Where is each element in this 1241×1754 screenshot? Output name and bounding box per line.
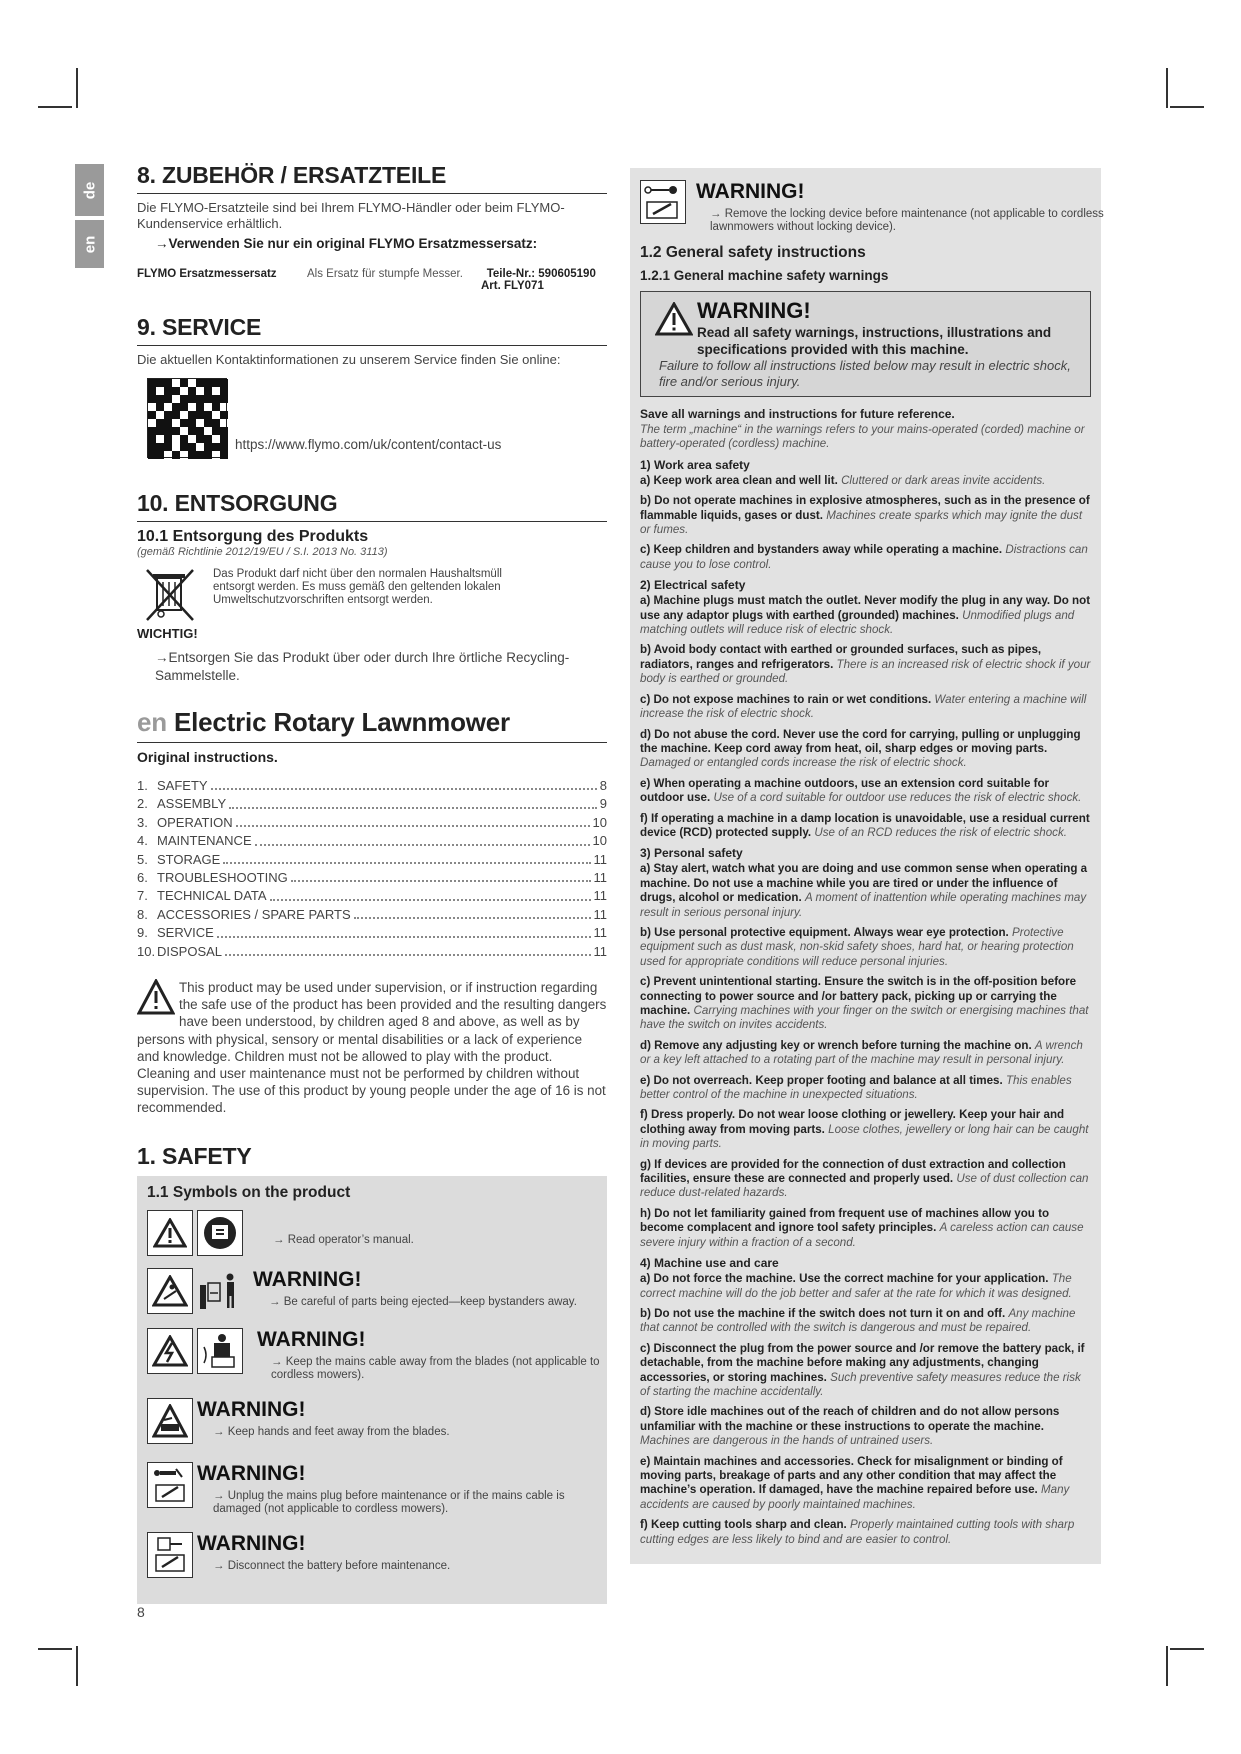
safety-rule-italic: Machines create sparks which may ignite the dust or fumes.	[640, 508, 1083, 537]
toc-title: SERVICE	[157, 925, 214, 941]
safety-rule-italic: There is an increased risk of electric shock if your body is earthed or grounded.	[640, 657, 1091, 686]
toc-number: 10.	[137, 943, 156, 959]
safety-rule-italic: Unmodified plugs and matching outlets will reduce risk of electric shock.	[640, 608, 1075, 637]
crossed-bin-icon	[145, 568, 195, 622]
toc-number: 6.	[137, 870, 148, 886]
toc-leader	[354, 906, 591, 919]
warning-title: WARNING!	[197, 1461, 306, 1485]
safety-rule-italic: Any machine that cannot be controlled with the switch is dangerous and must be repaired.	[640, 1306, 1076, 1335]
keep-bystanders-away-icon	[197, 1268, 243, 1314]
safety-rule	[640, 643, 1091, 686]
warning-title: WARNING!	[197, 1531, 306, 1555]
children-warning	[137, 979, 607, 1117]
save-instructions: Save all warnings and instructions for future reference.	[640, 407, 955, 421]
safety-rule-bold: b) Do not operate machines in explosive atmospheres, such as in the presence of flammable liquids, gases or dust.	[640, 494, 1090, 522]
safety-rule-bold: f) If operating a machine in a damp location is unavoidable, use a residual current device (RCD) protected supply.	[640, 811, 1090, 839]
safety-rule	[640, 1158, 1091, 1201]
warning-blades-icon	[147, 1398, 193, 1444]
safety-rule	[640, 1455, 1091, 1513]
warning-title: WARNING!	[697, 298, 811, 323]
warning-triangle-icon	[137, 979, 175, 1015]
warning-triangle-icon	[147, 1210, 193, 1256]
toc-row[interactable]	[137, 869, 607, 887]
important-label: WICHTIG!	[137, 626, 198, 641]
safety-rule-italic: Water entering a machine will increase the risk of electric shock.	[640, 692, 1087, 721]
toc-number: 3.	[137, 814, 148, 830]
toc-row[interactable]	[137, 943, 607, 961]
safety-rule-italic: Damaged or entangled cords increase the risk of electric shock.	[640, 756, 967, 770]
service-url[interactable]: https://www.flymo.com/uk/content/contact-us	[235, 437, 502, 452]
safety-sections	[640, 458, 1091, 1547]
mains-cable-away-icon	[197, 1328, 243, 1374]
right-column	[630, 168, 1104, 1564]
directive-note: (gemäß Richtlinie 2012/19/EU / S.I. 2013 No. 3113)	[137, 546, 388, 558]
toc-title: SAFETY	[157, 778, 208, 793]
table-of-contents	[137, 777, 607, 961]
part-desc: Als Ersatz für stumpfe Messer.	[307, 268, 463, 280]
safety-rule	[640, 1307, 1091, 1336]
safety-rule-italic: Many accidents are caused by poorly maintained machines.	[640, 1483, 1070, 1511]
safety-rule-bold: e) Maintain machines and accessories. Check for misalignment or binding of moving parts, breakage of parts and any other condition that may affect the machine’s operation. If damaged, have the machine repaired before use.	[640, 1454, 1063, 1497]
section-title: 9. SERVICE	[137, 314, 607, 346]
safety-rule-italic: Use of a cord suitable for outdoor use reduces the risk of electric shock.	[713, 791, 1082, 805]
toc-row[interactable]	[137, 887, 607, 905]
toc-title: OPERATION	[157, 814, 233, 830]
symbol-text: → Read operator’s manual.	[273, 1233, 414, 1246]
safety-rule	[640, 693, 1091, 722]
safety-rule	[640, 1518, 1091, 1547]
safety-rule	[640, 926, 1091, 969]
safety-rule-italic: Carrying machines with your finger on the switch or energising machines that have the switch on invites accidents.	[640, 1004, 1089, 1032]
safety-rule-bold: b) Do not use the machine if the switch does not turn it on and off.	[640, 1306, 1006, 1320]
safety-rule-italic: The correct machine will do the job better and safer at the rate for which it was designed.	[640, 1272, 1072, 1300]
lang-tab-en[interactable]: en	[75, 220, 104, 268]
toc-number: 4.	[137, 833, 148, 849]
safety-rule-bold: d) Do not abuse the cord. Never use the cord for carrying, pulling or unplugging the machine. Keep cord away from heat, oil, sharp edges or moving parts.	[640, 727, 1081, 755]
safety-rule-bold: e) Do not overreach. Keep proper footing and balance at all times.	[640, 1073, 1003, 1087]
toc-page: 9	[599, 796, 607, 812]
symbol-text: → Be careful of parts being ejected—keep bystanders away.	[269, 1295, 577, 1308]
crop-mark	[38, 106, 72, 108]
toc-leader	[229, 795, 597, 808]
toc-title: ACCESSORIES / SPARE PARTS	[157, 906, 351, 922]
toc-leader	[225, 943, 590, 956]
safety-section-heading: 2) Electrical safety	[640, 578, 746, 593]
safety-rule-italic: A careless action can cause severe injury within a fraction of a second.	[640, 1221, 1084, 1249]
s9-intro: Die aktuellen Kontaktinformationen zu unserem Service finden Sie online:	[137, 352, 561, 367]
unplug-maintenance-icon	[147, 1462, 193, 1508]
warning-electric-icon	[147, 1328, 193, 1374]
warning-ejected-parts-icon	[147, 1268, 193, 1314]
crop-mark	[76, 1646, 78, 1686]
part-name: FLYMO Ersatzmessersatz	[137, 268, 277, 280]
safety-rule-italic: Distractions can cause you to lose control.	[640, 543, 1088, 571]
safety-rule	[640, 812, 1091, 841]
safety-rule	[640, 975, 1091, 1033]
safety-rule	[640, 1074, 1091, 1103]
toc-page: 8	[599, 778, 607, 793]
crop-mark	[1170, 1648, 1204, 1650]
safety-rule	[640, 1108, 1091, 1151]
crop-mark	[38, 1648, 72, 1650]
warning-box-bold: Read all safety warnings, instructions, illustrations and specifications provided with this machine.	[697, 325, 1052, 357]
toc-number: 8.	[137, 906, 148, 922]
toc-leader	[211, 777, 597, 790]
safety-rule-bold: b) Avoid body contact with earthed or grounded surfaces, such as pipes, radiators, ranges and refrigerators.	[640, 643, 1042, 671]
warning-title: WARNING!	[257, 1327, 366, 1351]
safety-rule-italic: Protective equipment such as dust mask, non-skid safety shoes, hard hat, or hearing protection used for appropriate conditions will reduce personal injuries.	[640, 925, 1074, 968]
subsection-title: 10.1 Entsorgung des Produkts	[137, 528, 369, 545]
toc-page: 10	[592, 814, 607, 830]
safety-section-heading: 1) Work area safety	[640, 457, 750, 472]
safety-rule	[640, 1207, 1091, 1250]
safety-rule-bold: f) Keep cutting tools sharp and clean.	[640, 1518, 847, 1532]
toc-number: 9.	[137, 925, 148, 941]
safety-rule-bold: c) Keep children and bystanders away while operating a machine.	[640, 543, 1003, 557]
safety-rule	[640, 1405, 1091, 1448]
safety-rule	[640, 777, 1091, 806]
part-art: Art. FLY071	[481, 280, 544, 292]
safety-rule	[640, 728, 1091, 771]
safety-rule	[640, 474, 1091, 488]
symbol-text: → Keep the mains cable away from the blades (not applicable to cordless mowers).	[271, 1355, 600, 1381]
children-warning-text: This product may be used under supervision, or if instruction regarding the safe use of the product has been provided and the resulting dangers have been understood, by children aged 8 and above, as well as by persons with physical, sensory or mental disabilities or a lack of experience and knowledge. Children must not be allowed to play with the product. Cleaning and user maintenance must not be performed by children without supervision. The use of this product by young people under the age of 16 is not recommended.	[137, 980, 607, 1116]
symbol-text: → Keep hands and feet away from the blades.	[213, 1425, 450, 1438]
section-title: 8. ZUBEHÖR / ERSATZTEILE	[137, 162, 607, 194]
page-number: 8	[137, 1604, 145, 1620]
toc-number: 2.	[137, 796, 148, 812]
safety-rule-bold: a) Stay alert, watch what you are doing and use common sense when operating a machine. Do not use a machine while you are tired or under the influence of drugs, alcohol or medication.	[640, 862, 1088, 905]
safety-rule-bold: c) Do not expose machines to rain or wet conditions.	[640, 692, 932, 706]
toc-title: MAINTENANCE	[157, 833, 252, 849]
safety-rule-bold: f) Dress properly. Do not wear loose clothing or jewellery. Keep your hair and clothing away from moving parts.	[640, 1108, 1065, 1136]
toc-page: 11	[593, 851, 607, 867]
toc-title: ASSEMBLY	[157, 796, 227, 812]
toc-page: 11	[593, 925, 607, 941]
lang-tab-de[interactable]: de	[75, 164, 104, 216]
toc-row[interactable]	[137, 832, 607, 850]
safety-rule	[640, 594, 1091, 637]
toc-row[interactable]	[137, 851, 607, 869]
manual-title	[137, 707, 607, 743]
parts-row	[137, 268, 607, 292]
language-prefix: en	[137, 707, 167, 737]
safety-rule-bold: a) Machine plugs must match the outlet. Never modify the plug in any way. Do not use any adaptor plugs with earthed (grounded) machines.	[640, 594, 1091, 622]
safety-rule-bold: c) Prevent unintentional starting. Ensure the switch is in the off-position before connecting to power source and /or battery pack, picking up or carrying the machine.	[640, 975, 1077, 1017]
toc-number: 7.	[137, 888, 148, 904]
disconnect-battery-icon	[147, 1532, 193, 1578]
safety-rule-bold: c) Disconnect the plug from the power source and /or remove the battery pack, if detachable, from the machine before making any adjustments, changing accessories, or storing machines.	[640, 1341, 1085, 1384]
safety-rule-italic: Use of an RCD reduces the risk of electric shock.	[814, 825, 1067, 839]
warning-title: WARNING!	[696, 180, 805, 203]
machine-term: The term „machine“ in the warnings refers to your mains-operated (corded) machine or battery-operated (cordless) machine.	[640, 423, 1085, 451]
safety-rule	[640, 494, 1091, 537]
toc-title: STORAGE	[157, 851, 221, 867]
warning-triangle-icon	[655, 302, 693, 336]
disposal-text: Das Produkt darf nicht über den normalen Haushaltsmüll entsorgt werden. Es muss gemäß den geltenden lokalen Umweltschutzvorschriften entsorgt werden.	[213, 568, 502, 606]
safety-rule	[640, 543, 1091, 572]
toc-title: TROUBLESHOOTING	[157, 870, 288, 886]
toc-row[interactable]	[137, 814, 607, 832]
crop-mark	[76, 68, 78, 108]
toc-row[interactable]	[137, 924, 607, 942]
symbol-text: → Disconnect the battery before maintenance.	[213, 1559, 451, 1572]
safety-rule-italic: This enables better control of the machine in unexpected situations.	[640, 1073, 1072, 1102]
s8-intro: Die FLYMO-Ersatzteile sind bei Ihrem FLYMO-Händler oder beim FLYMO-Kundenservice erhältlich.	[137, 200, 565, 231]
safety-rule	[640, 1342, 1091, 1400]
toc-row[interactable]	[137, 795, 607, 813]
safety-rule-italic: Properly maintained cutting tools with sharp cutting edges are less likely to bind and are easier to control.	[640, 1518, 1075, 1546]
safety-rule-bold: g) If devices are provided for the connection of dust extraction and collection facilities, ensure these are connected and properly used.	[640, 1157, 1066, 1186]
general-warning-box	[640, 291, 1091, 397]
machine-safety-title: 1.2.1 General machine safety warnings	[640, 268, 889, 283]
crop-mark	[1166, 68, 1168, 108]
safety-rule-italic: Loose clothes, jewellery or long hair can be caught in moving parts.	[640, 1122, 1089, 1151]
toc-title: TECHNICAL DATA	[157, 888, 267, 904]
safety-rule-italic: Machines are dangerous in the hands of untrained users.	[640, 1434, 934, 1448]
safety-rule-bold: e) When operating a machine outdoors, use an extension cord suitable for outdoor use.	[640, 776, 1050, 805]
locking-device-icon	[640, 180, 686, 224]
safety-section-heading: 4) Machine use and care	[640, 1256, 779, 1271]
part-number: Teile-Nr.: 590605190	[486, 268, 596, 280]
read-manual-icon	[197, 1210, 243, 1256]
safety-rule-italic: Such preventive safety measures reduce the risk of starting the machine accidentally.	[640, 1370, 1081, 1398]
safety-rule-italic: A wrench or a key left attached to a rotating part of the machine may result in personal injury.	[640, 1038, 1083, 1067]
section-title: 1. SAFETY	[137, 1142, 252, 1169]
toc-page: 11	[593, 870, 607, 886]
s8-note: →Verwenden Sie nur ein original FLYMO Ersatzmessersatz:	[155, 236, 538, 251]
disposal-instruction: →Entsorgen Sie das Produkt über oder durch Ihre örtliche Recycling-Sammelstelle.	[155, 650, 570, 683]
original-instructions: Original instructions.	[137, 749, 278, 765]
crop-mark	[1170, 106, 1204, 108]
toc-leader	[236, 814, 590, 827]
crop-mark	[1166, 1646, 1168, 1686]
toc-page: 10	[592, 833, 607, 849]
section-title: 10. ENTSORGUNG	[137, 490, 607, 522]
toc-title: DISPOSAL	[157, 943, 223, 959]
toc-page: 11	[593, 888, 607, 904]
toc-row[interactable]	[137, 906, 607, 924]
safety-section-heading: 3) Personal safety	[640, 846, 743, 861]
warning-title: WARNING!	[197, 1397, 306, 1421]
safety-rule-italic: Use of dust collection can reduce dust-related hazards.	[640, 1172, 1089, 1200]
safety-rule-bold: b) Use personal protective equipment. Always wear eye protection.	[640, 925, 1009, 939]
toc-leader	[270, 887, 591, 900]
safety-rule	[640, 1272, 1091, 1301]
toc-leader	[223, 851, 590, 864]
toc-leader	[217, 924, 591, 937]
toc-page: 11	[593, 943, 607, 959]
symbols-title: 1.1 Symbols on the product	[147, 1183, 351, 1201]
safety-rule	[640, 1039, 1091, 1068]
safety-rule-bold: d) Remove any adjusting key or wrench before turning the machine on.	[640, 1038, 1032, 1052]
symbols-box	[137, 1176, 607, 1604]
toc-number: 5.	[137, 851, 148, 867]
warning-box-italic: Failure to follow all instructions listed below may result in electric shock, fire and/or serious injury.	[659, 358, 1071, 389]
left-column	[137, 162, 607, 1604]
warning-title: WARNING!	[253, 1267, 362, 1291]
safety-rule	[640, 862, 1091, 920]
symbol-text: → Unplug the mains plug before maintenance or if the mains cable is damaged (not applicable to cordless mowers).	[213, 1489, 565, 1515]
safety-rule-bold: d) Store idle machines out of the reach of children and do not allow persons unfamiliar with the machine or these instructions to operate the machine.	[640, 1405, 1060, 1433]
toc-page: 11	[593, 906, 607, 922]
qr-code-icon	[147, 378, 227, 458]
safety-rule-italic: A moment of inattention while operating machines may result in serious personal injury.	[640, 891, 1087, 919]
safety-rule-bold: a) Keep work area clean and well lit.	[640, 473, 838, 487]
locking-device-text: → Remove the locking device before maintenance (not applicable to cordless lawnmowers without locking device).	[710, 208, 1104, 233]
safety-rule-bold: h) Do not let familiarity gained from frequent use of machines allow you to become complacent and ignore tool safety principles.	[640, 1206, 1050, 1235]
toc-leader	[255, 832, 590, 845]
toc-leader	[291, 869, 591, 882]
product-title: Electric Rotary Lawnmower	[173, 707, 510, 737]
toc-number: 1.	[137, 778, 148, 793]
safety-rule-italic: Cluttered or dark areas invite accidents.	[841, 473, 1046, 487]
safety-rule-bold: a) Do not force the machine. Use the correct machine for your application.	[640, 1272, 1049, 1286]
general-safety-title: 1.2 General safety instructions	[640, 244, 866, 261]
toc-row[interactable]	[137, 777, 607, 795]
